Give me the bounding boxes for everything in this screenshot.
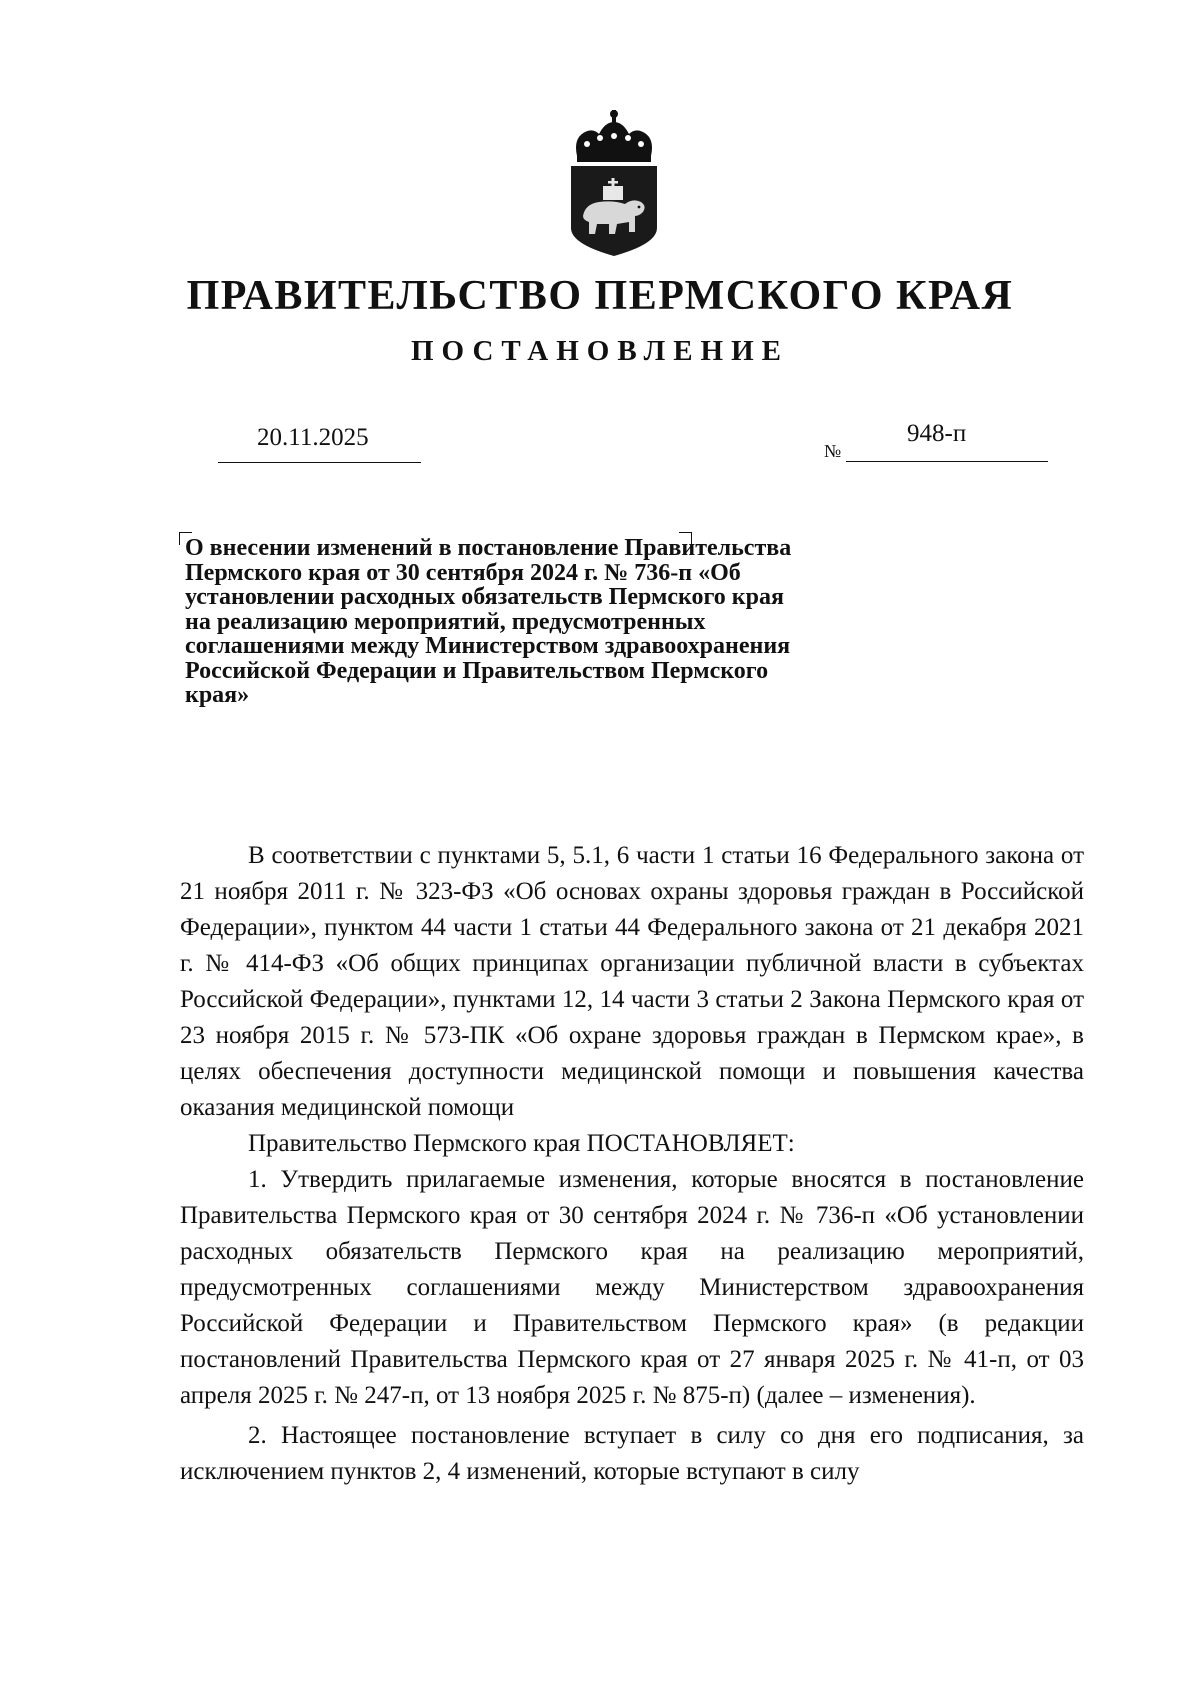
item-1-paragraph: 1. Утвердить прилагаемые изменения, которые вносятся в постановление Правительства Пермского края от 30 сентября 2024 г. № 736-п «Об установлении расходных обязательств Пермского края на реализацию мероприятий, предусмотренных соглашениями между Министерством здравоохранения Российской Федерации и Правительством Пермского края» (в редакции постановлений Правительства Пермского края от 27 января 2025 г. № 41-п, от 03 апреля 2025 г. № 247-п, от 13 ноября 2025 г. № 875-п) (далее – изменения). xyxy=(180,1166,1084,1409)
number-line xyxy=(846,416,1048,462)
document-date: 20.11.2025 xyxy=(257,424,369,451)
document-number: 948-п xyxy=(907,420,967,447)
resolves-paragraph: Правительство Пермского края ПОСТАНОВЛЯЕТ: xyxy=(248,1130,795,1157)
document-type-heading: ПОСТАНОВЛЕНИЕ xyxy=(410,335,789,367)
item-2-paragraph: 2. Настоящее постановление вступает в силу со дня его подписания, за исключением пунктов 2, 4 изменений, которые вступают в силу xyxy=(180,1422,1084,1485)
preamble-paragraph: В соответствии с пунктами 5, 5.1, 6 части 1 статьи 16 Федерального закона от 21 ноября 2011 г. № 323-ФЗ «Об основах охраны здоровья граждан в Российской Федерации», пунктом 44 части 1 статьи 44 Федерального закона от 21 декабря 2021 г. № 414-ФЗ «Об общих принципах организации публичной власти в субъектах Российской Федерации», пунктами 12, 14 части 3 статьи 2 Закона Пермского края от 23 ноября 2015 г. № 573-ПК «Об охране здоровья граждан в Пермском крае», в целях обеспечения доступности медицинской помощи и повышения качества оказания медицинской помощи xyxy=(180,842,1084,1121)
organization-title: ПРАВИТЕЛЬСТВО ПЕРМСКОГО КРАЯ xyxy=(186,273,1014,319)
date-line xyxy=(218,418,421,463)
coat-of-arms-icon xyxy=(563,108,665,258)
number-label: № xyxy=(824,441,842,461)
document-subject: О внесении изменений в постановление Правительства Пермского края от 30 сентября 2024 г. № 736-п «Об установлении расходных обязательств Пермского края на реализацию мероприятий, предусмотренных соглашениями между Министерством здравоохранения Российской Федерации и Правительством Пермского края» xyxy=(185,535,792,708)
document-body xyxy=(180,838,1084,1490)
